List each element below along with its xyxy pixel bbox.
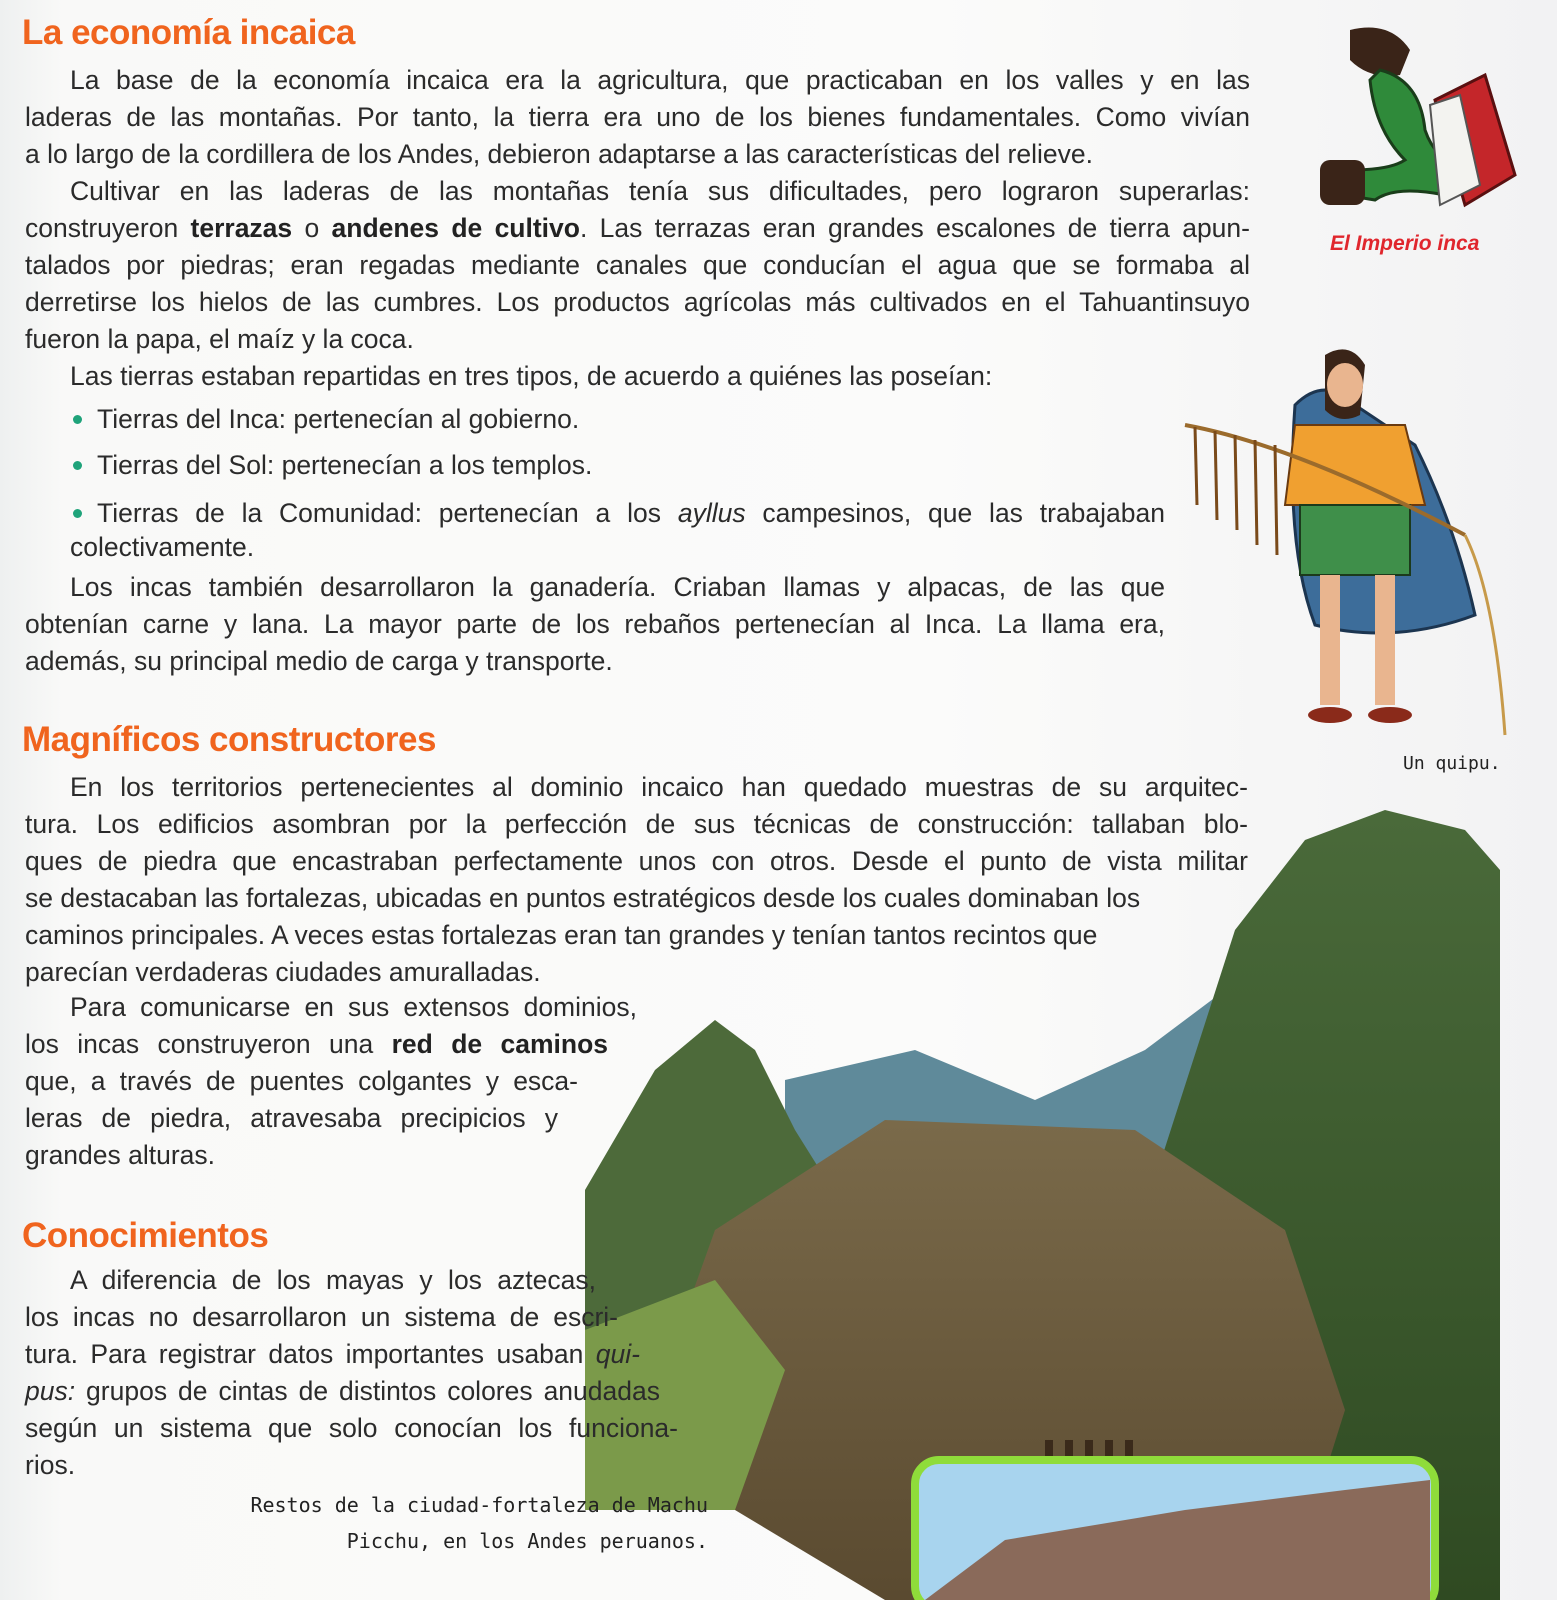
text-line: que, a través de puentes colgantes y esca- <box>25 1066 578 1096</box>
text-line: obtenían carne y lana. La mayor parte de los rebaños pertenecían al Inca. La llama era, <box>25 609 1165 639</box>
section-heading: Magníficos constructores <box>22 720 436 759</box>
text-line: Para comunicarse en sus extensos dominios, <box>70 992 637 1022</box>
text-line: rios. <box>25 1450 76 1480</box>
text-line: A diferencia de los mayas y los aztecas, <box>70 1265 596 1295</box>
text-segment: campesinos, que las trabajaban <box>745 498 1165 528</box>
bullet-icon <box>73 415 82 424</box>
book-label: El Imperio inca <box>1330 232 1480 255</box>
italic-term: pus: <box>25 1376 76 1406</box>
text-line: derretirse los hielos de las cumbres. Los productos agrícolas más cultivados en el Tahuantinsuyo <box>25 287 1250 317</box>
text-line: tura. Los edificios asombran por la perfección de sus técnicas de construcción: tallaban blo- <box>25 809 1248 839</box>
bold-term: andenes de cultivo <box>331 213 580 243</box>
text-line: Los incas también desarrollaron la ganadería. Criaban llamas y alpacas, de las que <box>70 572 1165 602</box>
text-line: caminos principales. A veces estas fortalezas eran tan grandes y tenían tantos recintos que <box>25 920 1098 950</box>
text-line <box>25 1336 640 1372</box>
text-segment: los incas construyeron una <box>25 1029 392 1059</box>
bullet-item-line: Tierras del Inca: pertenecían al gobierno. <box>97 404 580 434</box>
photo-caption-line: Restos de la ciudad-fortaleza de Machu <box>250 1493 708 1517</box>
bold-term: terrazas <box>190 213 293 243</box>
bullet-icon <box>73 509 82 518</box>
text-line: se destacaban las fortalezas, ubicadas en puntos estratégicos desde los cuales dominaban los <box>25 883 1141 913</box>
bullet-icon <box>73 461 82 470</box>
text-line <box>25 1373 660 1409</box>
text-line: laderas de las montañas. Por tanto, la tierra era uno de los bienes fundamentales. Como vivían <box>25 102 1250 132</box>
text-line: leras de piedra, atravesaba precipicios y <box>25 1103 558 1133</box>
quipu-caption: Un quipu. <box>1403 753 1501 774</box>
text-segment: . Las terrazas eran grandes escalones de tierra apun- <box>579 213 1250 243</box>
text-line: grandes alturas. <box>25 1140 216 1170</box>
bold-term: red de caminos <box>391 1029 608 1059</box>
text-line: talados por piedras; eran regadas mediante canales que conducían el agua que se formaba al <box>25 250 1250 280</box>
text-line: parecían verdaderas ciudades amuralladas. <box>25 957 541 987</box>
text-line: los incas no desarrollaron un sistema de escri- <box>25 1302 618 1332</box>
text-segment: construyeron <box>25 213 191 243</box>
text-line: Las tierras estaban repartidas en tres tipos, de acuerdo a quiénes las poseían: <box>70 361 993 391</box>
bullet-item-line <box>97 495 1165 531</box>
section-heading: Conocimientos <box>22 1216 269 1255</box>
text-line: a lo largo de la cordillera de los Andes, debieron adaptarse a las características del relieve. <box>25 139 1093 169</box>
text-segment: Tierras de la Comunidad: pertenecían a los <box>97 498 678 528</box>
text-segment: o <box>292 213 332 243</box>
text-line: ques de piedra que encastraban perfectamente unos con otros. Desde el punto de vista militar <box>25 846 1248 876</box>
bullet-item-line: colectivamente. <box>70 532 255 562</box>
text-line: Cultivar en las laderas de las montañas tenía sus dificultades, pero lograron superarlas: <box>70 176 1250 206</box>
section-heading: La economía incaica <box>22 13 355 52</box>
text-line <box>25 210 1250 246</box>
italic-term: qui- <box>595 1339 640 1369</box>
text-line <box>25 1026 608 1062</box>
photo-caption-line: Picchu, en los Andes peruanos. <box>346 1529 708 1553</box>
text-line: fueron la papa, el maíz y la coca. <box>25 324 414 354</box>
book-illustration-icon <box>1310 10 1520 225</box>
text-line: según un sistema que solo conocían los funciona- <box>25 1413 678 1443</box>
text-line: La base de la economía incaica era la agricultura, que practicaban en los valles y en las <box>70 65 1250 95</box>
text-segment: grupos de cintas de distintos colores anudadas <box>75 1376 660 1406</box>
text-line: En los territorios pertenecientes al dominio incaico han quedado muestras de su arquitec- <box>70 772 1248 802</box>
bullet-item-line: Tierras del Sol: pertenecían a los templos. <box>97 450 593 480</box>
text-segment: tura. Para registrar datos importantes usaban <box>25 1339 596 1369</box>
text-line: además, su principal medio de carga y transporte. <box>25 646 613 676</box>
italic-term: ayllus <box>677 498 746 528</box>
quipu-figure-illustration <box>1175 345 1535 740</box>
